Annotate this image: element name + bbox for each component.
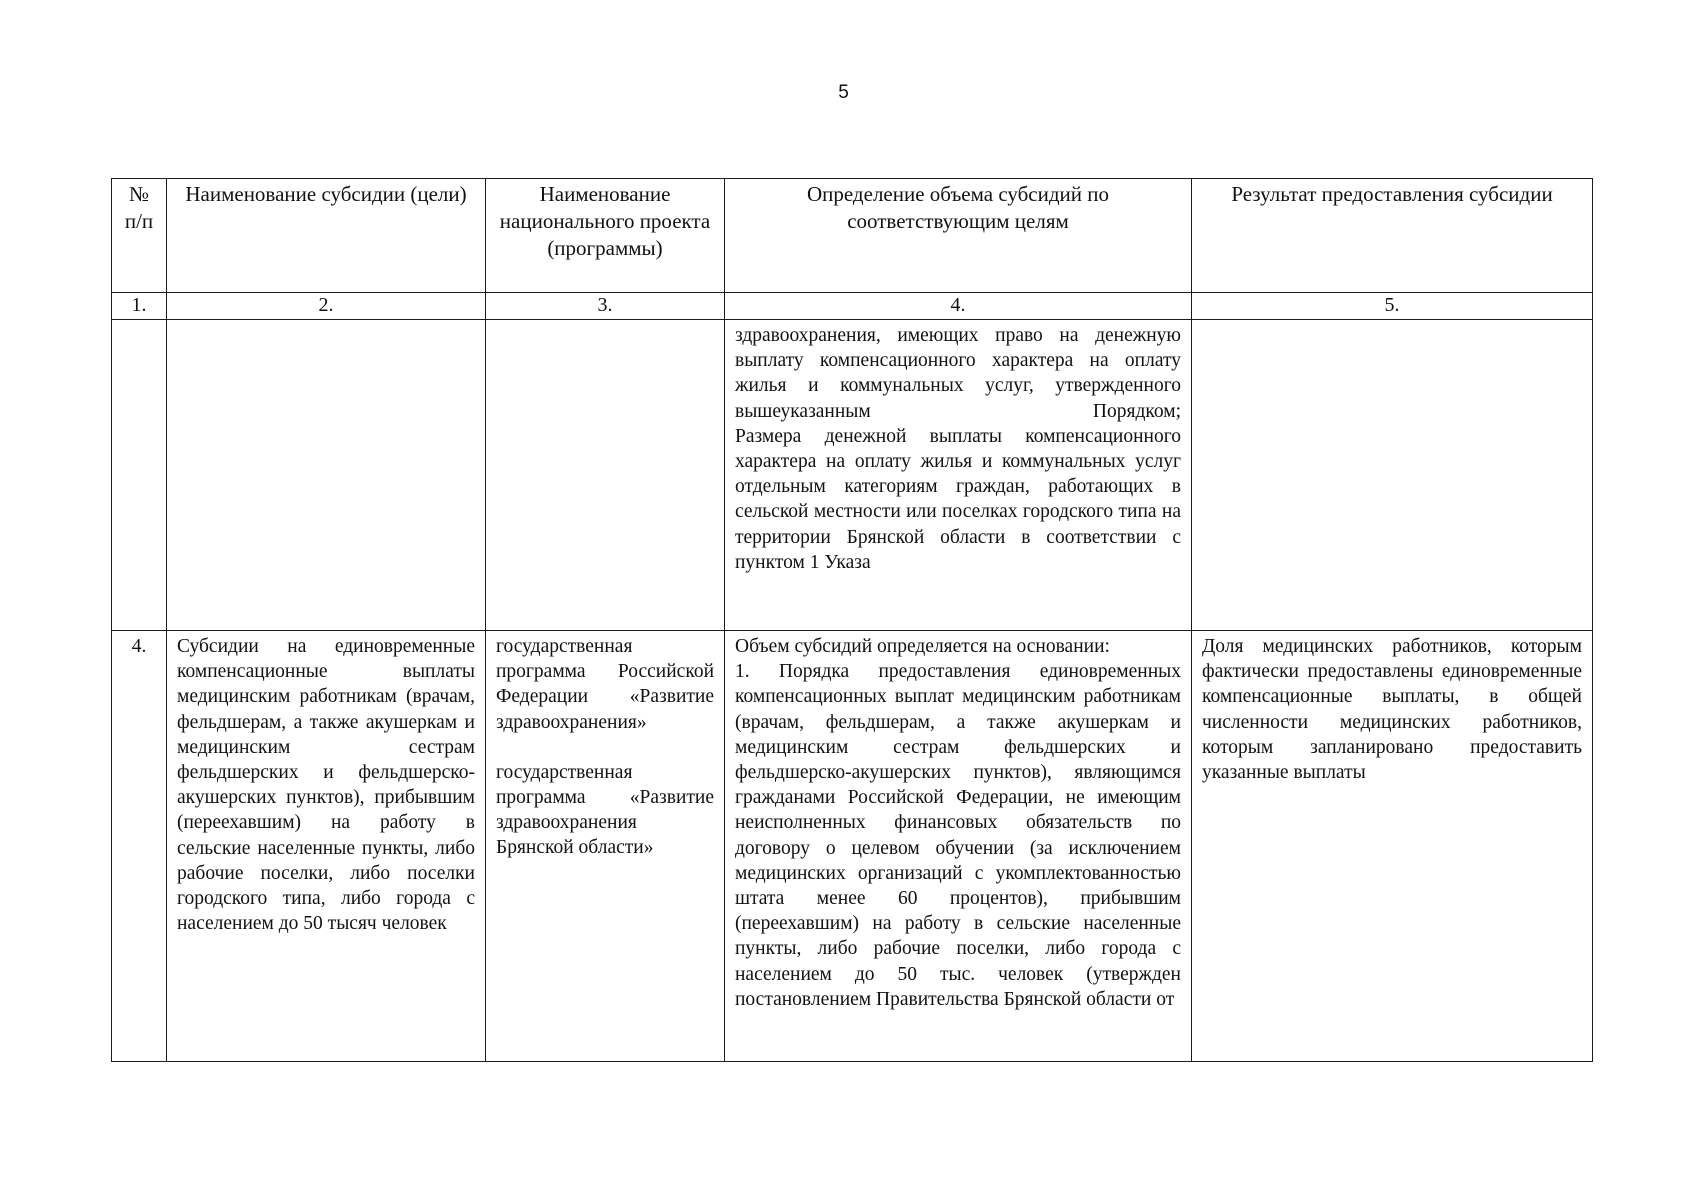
- subsidy-name-cell: Субсидии на единовременные компенсационные выплаты медицинским работникам (врачам, фельдшерам, а также акушеркам и медицинским сестрам фельдшерских и фельдшерско-акушерских пунктов), прибывшим (переехавшим) на работу в сельские населенные пункты, либо рабочие поселки, либо поселки городского типа, либо города с населением до 50 тысяч человек: [167, 631, 486, 1062]
- determination-paragraph: 1. Порядка предоставления единовременных компенсационных выплат медицинским работникам (врачам, фельдшерам, а также акушеркам и медицинским сестрам фельдшерских и фельдшерско-акушерских пунктов), являющимся гражданами Российской Федерации, не имеющим неисполненных финансовых обязательств по договору о целевом обучении (за исключением медицинских организаций с укомплектованностью штата менее 60 процентов), прибывшим (переехавшим) на работу в сельские населенные пункты, либо рабочие поселки, либо города с населением до 50 тыс. человек (утвержден постановлением Правительства Брянской области от: [735, 661, 1181, 1010]
- page-number: 5: [838, 82, 849, 103]
- row-number: 4.: [112, 631, 167, 1062]
- determination-cell: [725, 320, 1192, 631]
- determination-paragraph: Размера денежной выплаты компенсационного характера на оплату жилья и коммунальных услуг отдельным категориям граждан, работающих в сельской местности или поселках городского типа на территории Брянской области в соответствии с пунктом 1 Указа: [735, 425, 1181, 573]
- program-cell: [486, 320, 725, 631]
- header-determination: Определение объема субсидий по соответствующим целям: [725, 179, 1192, 293]
- header-result: Результат предоставления субсидии: [1192, 179, 1593, 293]
- program-cell: [486, 631, 725, 1062]
- determination-paragraph: здравоохранения, имеющих право на денежную выплату компенсационного характера на оплату жилья и коммунальных услуг, утвержденного вышеуказанным Порядком;: [735, 325, 1181, 422]
- column-number-3: 3.: [486, 293, 725, 320]
- paragraph-gap: [496, 735, 714, 760]
- result-cell: Доля медицинских работников, которым фактически предоставлены единовременные компенсационные выплаты, в общей численности медицинских работников, которым запланировано предоставить указанные выплаты: [1192, 631, 1593, 1062]
- table-row-continuation: [112, 320, 1593, 631]
- column-number-1: 1.: [112, 293, 167, 320]
- header-subsidy-name: Наименование субсидии (цели): [167, 179, 486, 293]
- result-cell: [1192, 320, 1593, 631]
- determination-paragraph: Объем субсидий определяется на основании:: [735, 636, 1110, 657]
- header-number: № п/п: [112, 179, 167, 293]
- column-number-4: 4.: [725, 293, 1192, 320]
- column-number-2: 2.: [167, 293, 486, 320]
- table-header-row: [112, 179, 1593, 293]
- column-number-row: [112, 293, 1593, 320]
- program-paragraph: государственная программа «Развитие здравоохранения Брянской области»: [496, 761, 714, 859]
- header-national-project: Наименование национального проекта (программы): [486, 179, 725, 293]
- table-row-4: [112, 631, 1593, 1062]
- determination-cell: [725, 631, 1192, 1062]
- program-paragraph: государственная программа Российской Федерации «Развитие здравоохранения»: [496, 636, 714, 733]
- row-number: [112, 320, 167, 631]
- subsidy-table: [111, 178, 1593, 1062]
- subsidy-name-cell: [167, 320, 486, 631]
- column-number-5: 5.: [1192, 293, 1593, 320]
